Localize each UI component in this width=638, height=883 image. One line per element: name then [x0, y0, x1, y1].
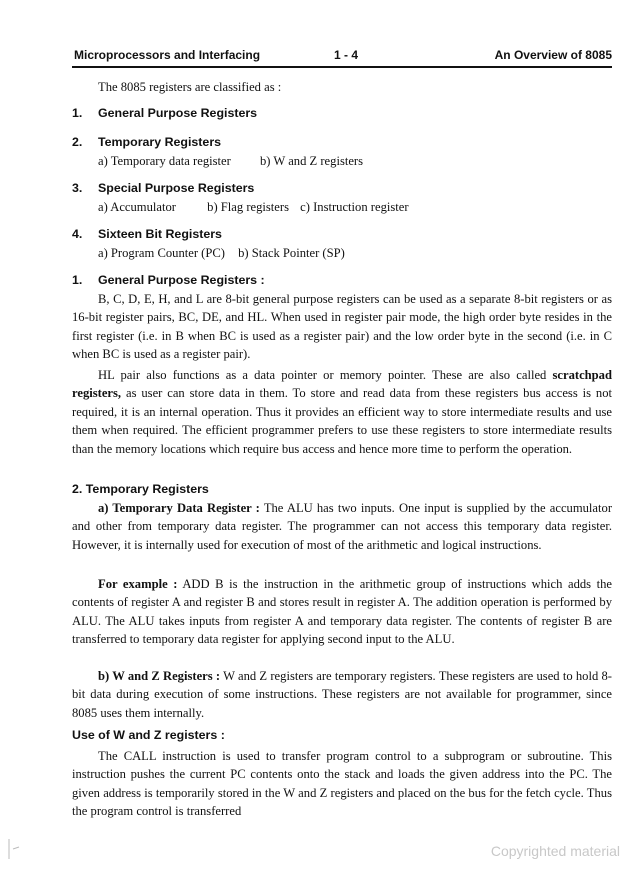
section-heading-use-of-w-z: Use of W and Z registers :	[72, 728, 225, 742]
class-item: a) Program Counter (PC)	[98, 246, 225, 260]
general-purpose-paragraph-2: HL pair also functions as a data pointer or memory pointer. These are also called scratchpad registers, as user can store data in them. To store and read data from these registers bus access is not required, it is an internal operation. Thus it provides an efficient way to store intermediate results and use them when required. The efficient programmer prefers to use these registers to store intermediate results than the memory locations which require bus access and hence more time to perform the operation.	[72, 368, 613, 456]
class-item: b) W and Z registers	[259, 154, 364, 168]
temporary-data-register-paragraph: a) Temporary Data Register : The ALU has two inputs. One input is supplied by the accumulator and other from temporary data register. The programmer can not access this temporary data register. However, it is internally used for execution of most of the arithmetic and logical instructions.	[72, 501, 613, 552]
w-z-registers-paragraph: b) W and Z Registers : W and Z registers are temporary registers. These registers are used to hold 8-bit data during execution of some instructions. These registers are not available for programmer, since 8085 uses them internally.	[72, 669, 612, 720]
header-page-number: 1 - 4	[334, 48, 359, 62]
section-heading-general-purpose: 1. General Purpose Registers :	[72, 273, 265, 287]
example-label: For example :	[98, 577, 178, 591]
temporary-data-register-label: a) Temporary Data Register :	[98, 501, 260, 515]
class-item: b) Stack Pointer (SP)	[238, 246, 345, 260]
header-rule	[72, 66, 612, 68]
header-chapter-title: An Overview of 8085	[494, 48, 612, 62]
page-header	[72, 48, 612, 64]
scratchpad-term: scratchpad registers,	[72, 368, 612, 401]
class-items-2	[98, 152, 612, 170]
intro-paragraph: The 8085 registers are classified as :	[98, 80, 282, 94]
class-item: b) Flag registers	[207, 200, 289, 214]
general-purpose-paragraph-1: B, C, D, E, H, and L are 8-bit general purpose registers can be used as a separate 8-bit registers or as 16-bit register pairs, BC, DE, and HL. When used in register pair mode, the high order byte resides in the first register (i.e. in B when BC is used as a register pair) and the low order byte in the second (i.e. in C when BC is used as a register pair).	[72, 292, 612, 362]
margin-mark-icon	[6, 835, 22, 861]
class-items-3	[98, 198, 612, 216]
class-item: a) Temporary data register	[98, 154, 231, 168]
example-paragraph: For example : ADD B is the instruction in the arithmetic group of instructions which adds the contents of register A and register B and stores result in register A. The addition operation is performed by ALU. The ALU takes inputs from register A and temporary data register. The contents of register B are transferred to temporary data register for applying second input to the ALU.	[72, 577, 613, 647]
class-items-4	[98, 244, 612, 262]
class-item: a) Accumulator	[98, 200, 176, 214]
header-book-title: Microprocessors and Interfacing	[74, 48, 261, 62]
class-heading-1: 1. General Purpose Registers	[72, 106, 258, 120]
section-heading-temporary: 2. Temporary Registers	[72, 482, 209, 496]
class-heading-3: 3. Special Purpose Registers	[72, 181, 255, 195]
class-item: c) Instruction register	[300, 200, 409, 214]
class-heading-4: 4. Sixteen Bit Registers	[72, 227, 222, 241]
use-of-w-z-paragraph: The CALL instruction is used to transfer program control to a subprogram or subroutine. This instruction pushes the current PC contents onto the stack and loads the given address into the PC. The given address is temporarily stored in the W and Z registers and placed on the bus for the fetch cycle. Thus the program control is transferred	[72, 749, 612, 819]
class-heading-2: 2. Temporary Registers	[72, 135, 222, 149]
w-z-registers-label: b) W and Z Registers :	[98, 669, 221, 683]
copyright-watermark: Copyrighted material	[490, 843, 620, 859]
